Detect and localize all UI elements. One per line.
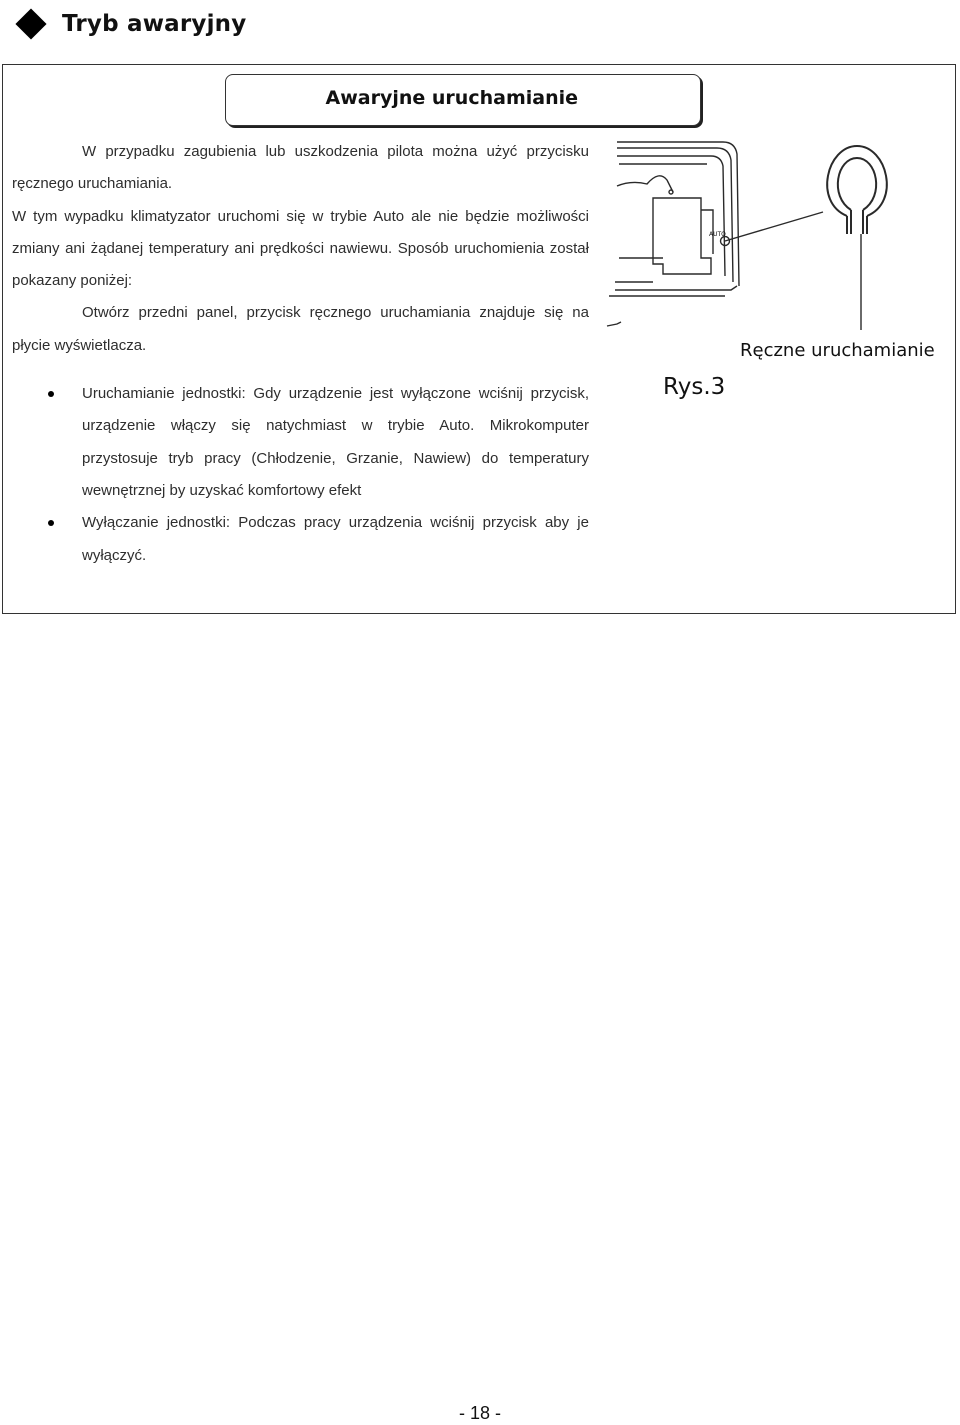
- auto-button-label: AUTO: [709, 231, 726, 238]
- zoomed-button-icon: [827, 146, 887, 234]
- diamond-icon: [15, 8, 46, 39]
- box-title-frame: [225, 74, 701, 126]
- section-title: Tryb awaryjny: [62, 11, 247, 37]
- bullet-text-stop: Wyłączanie jednostki: Podczas pracy urządzenia wciśnij przycisk aby je wyłączyć.: [82, 514, 589, 564]
- manual-start-illustration: [605, 136, 955, 416]
- list-item: [12, 507, 589, 572]
- paragraph-intro: W przypadku zagubienia lub uszkodzenia pilota można użyć przycisku ręcznego uruchamiania.: [12, 143, 589, 193]
- text-column: [12, 136, 589, 572]
- figure-number: Rys.3: [663, 374, 726, 400]
- page-number: - 18 -: [458, 1403, 501, 1423]
- bullet-text-start: Uruchamianie jednostki: Gdy urządzenie jest wyłączone wciśnij przycisk, urządzenie włączy się natychmiast w trybie Auto. Mikrokomputer przystosuje tryb pracy (Chłodzenie, Grzanie, Nawiew) do temperatury wewnętrznej by uzyskać komfortowy efekt: [82, 385, 589, 499]
- bullet-list: [12, 378, 589, 572]
- section-header: [14, 4, 246, 44]
- list-item: [12, 378, 589, 507]
- bullet-icon: [48, 520, 54, 526]
- figure-caption: Ręczne uruchamianie: [740, 340, 935, 361]
- leader-line: [725, 212, 823, 241]
- box-title: Awaryjne uruchamianie: [325, 87, 578, 109]
- paragraph-auto-mode: W tym wypadku klimatyzator uruchomi się w trybie Auto ale nie będzie możliwości zmiany ani żądanej temperatury ani prędkości nawiewu. Sposób uruchomienia został pokazany poniżej:: [12, 207, 589, 290]
- paragraph-open-panel: Otwórz przedni panel, przycisk ręcznego uruchamiania znajduje się na płycie wyświetlacza.: [12, 304, 589, 354]
- bullet-icon: [48, 391, 54, 397]
